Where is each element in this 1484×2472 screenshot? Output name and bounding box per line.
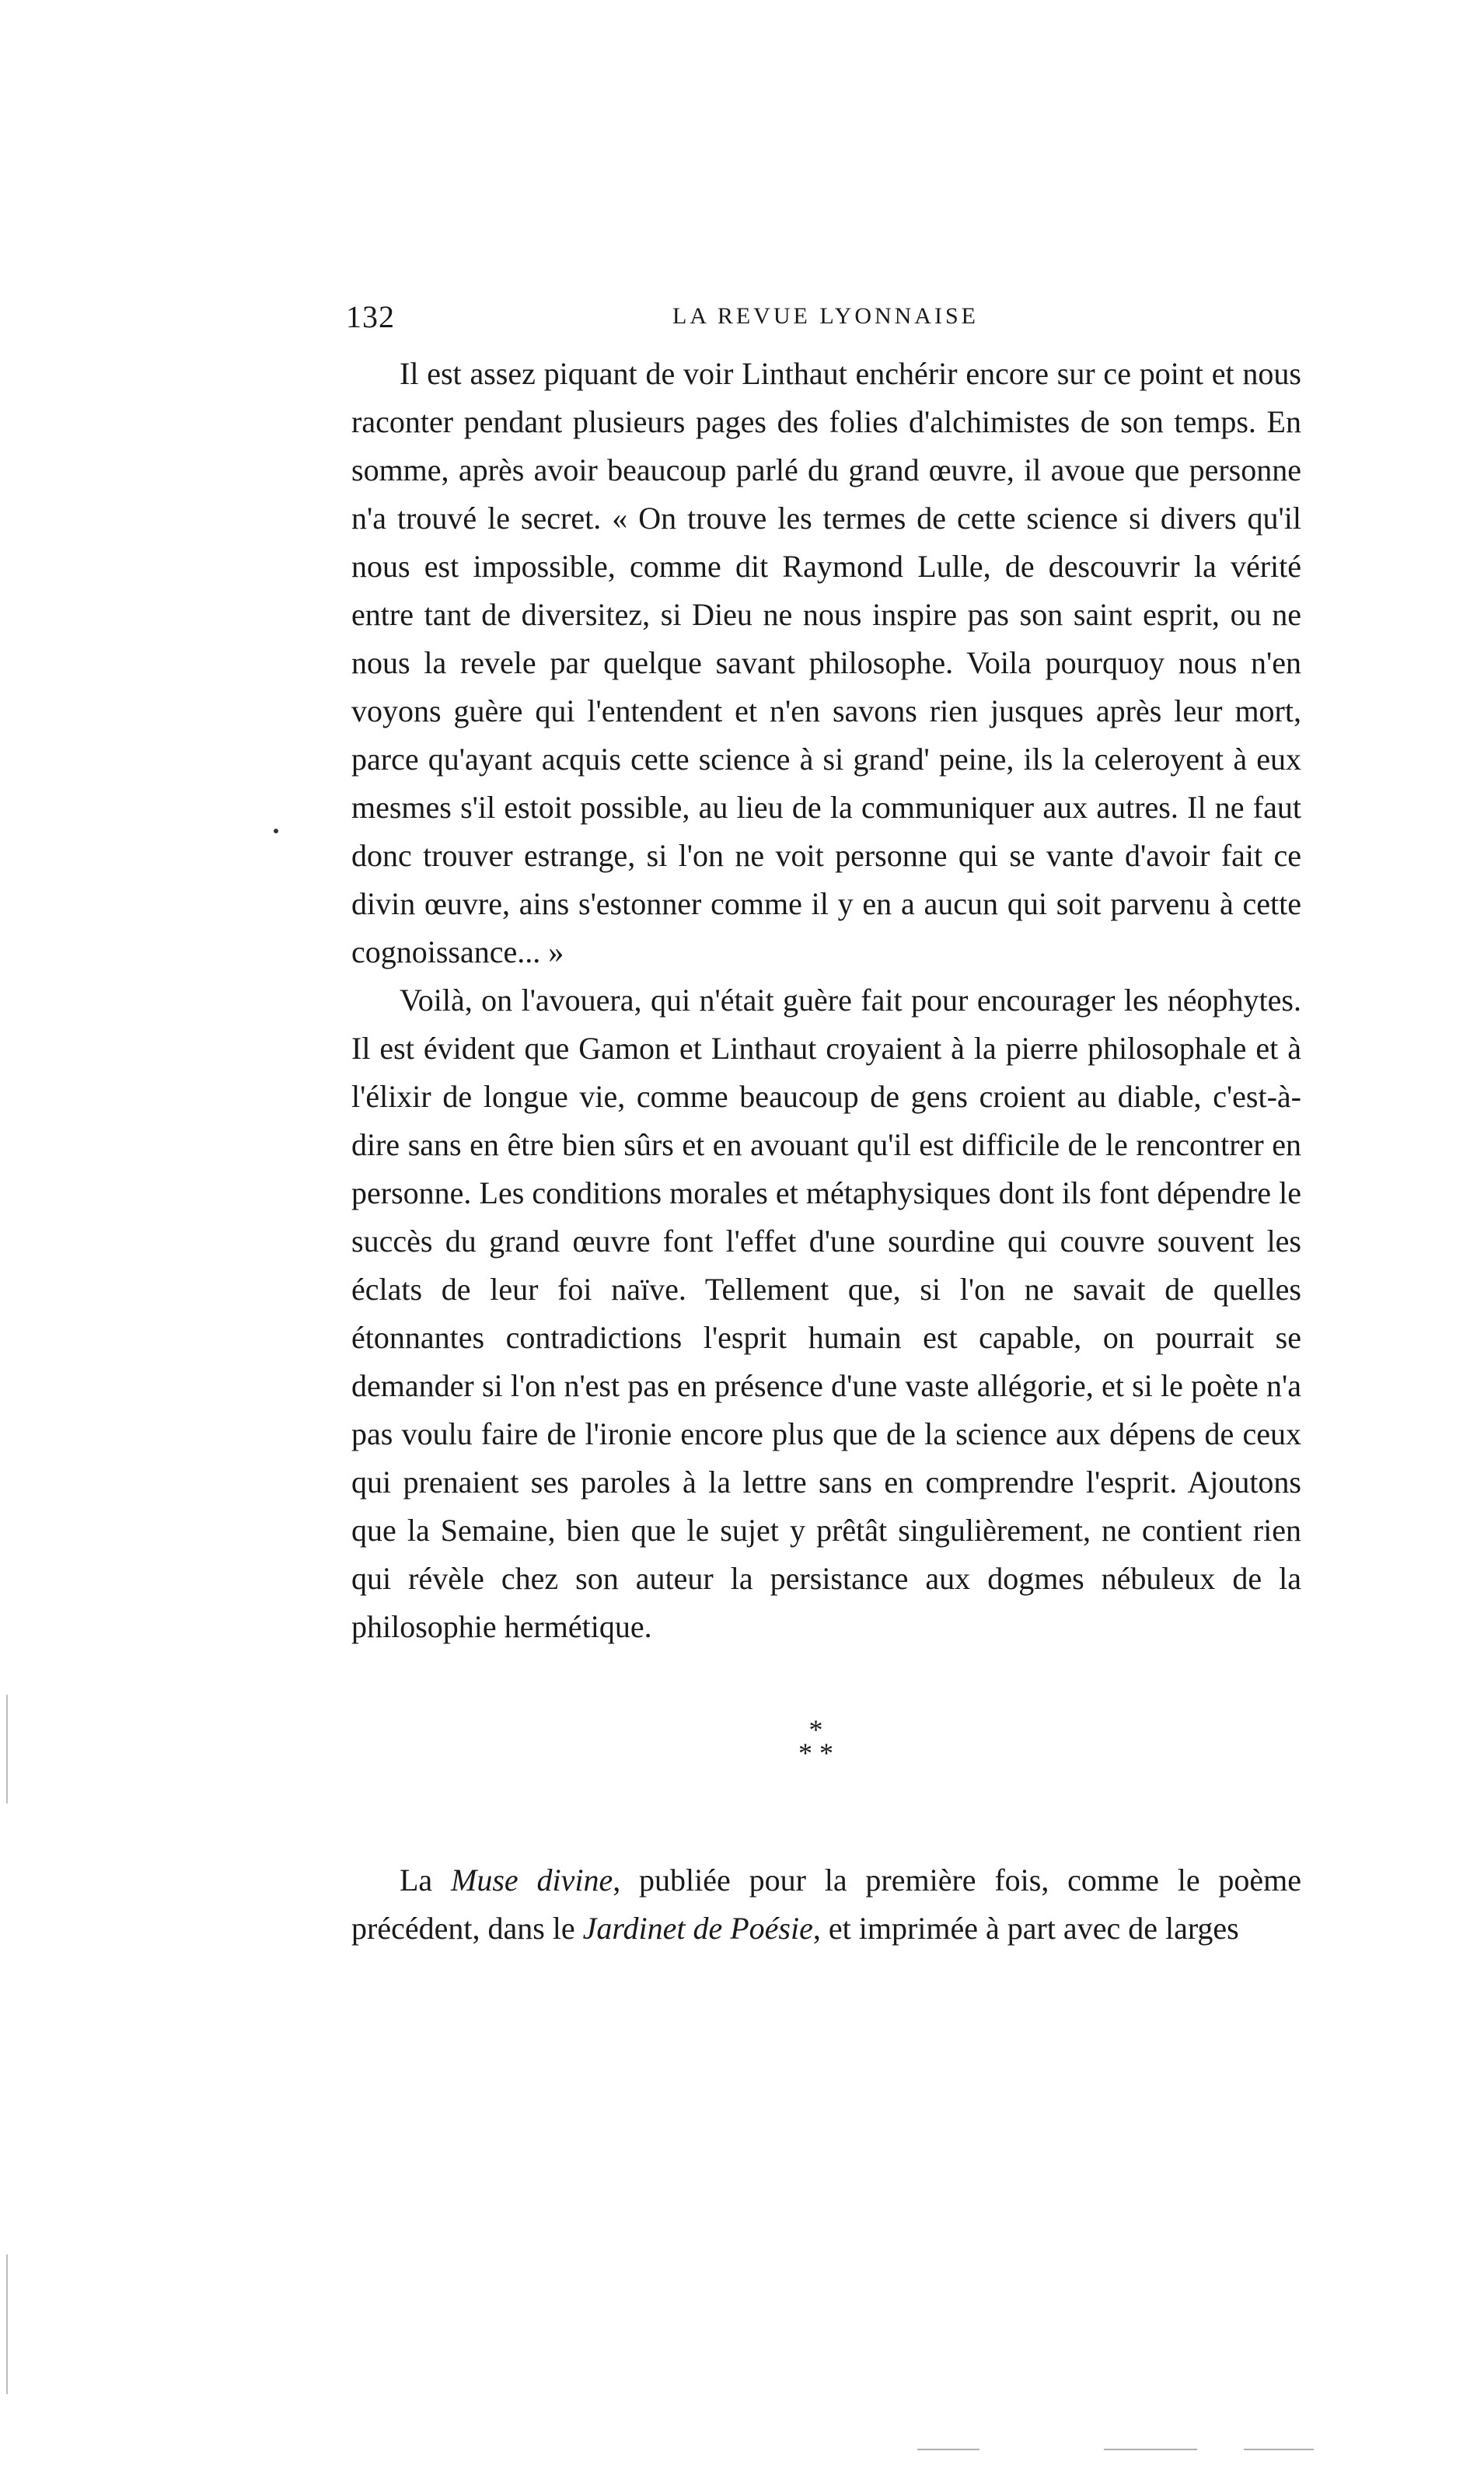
- para3-part1: La: [400, 1863, 452, 1898]
- stray-ink-mark: [274, 829, 278, 833]
- paragraph-3: [351, 1856, 1301, 1953]
- scan-edge-line: [6, 1695, 8, 1803]
- scan-bottom-rule: [1104, 2449, 1197, 2450]
- asterism-top: *: [808, 1714, 823, 1745]
- scan-bottom-rule: [917, 2449, 979, 2450]
- para3-italic-title-2: Jardinet de Poésie: [582, 1911, 813, 1946]
- para3-part3: , et imprimée à part avec de larges: [812, 1911, 1239, 1946]
- para3-part2: , publiée pour la première fois, comme le poème précédent, dans le: [351, 1863, 1302, 1946]
- para3-italic-title-1: Muse divine: [451, 1863, 613, 1898]
- page-number: 132: [346, 299, 395, 334]
- running-head: LA REVUE LYONNAISE: [672, 303, 979, 329]
- asterism-bottom: * *: [798, 1737, 833, 1768]
- scan-bottom-rule: [1244, 2449, 1314, 2450]
- main-text: [351, 350, 1301, 1651]
- paragraph-2: Voilà, on l'avouera, qui n'était guère fait pour encourager les néophytes. Il est évident que Gamon et Linthaut croyaient à la pierre philosophale et à l'élixir de longue vie, comme beaucoup de gens croient au diable, c'est-à-dire sans en être bien sûrs et en avouant qu'il est difficile de le rencontrer en personne. Les conditions morales et métaphysiques dont ils font dépendre le succès du grand œuvre font l'effet d'une sourdine qui couvre souvent les éclats de leur foi naïve. Tellement que, si l'on ne savait de quelles étonnantes contradictions l'esprit humain est capable, on pourrait se demander si l'on n'est pas en présence d'une vaste allégorie, et si le poète n'a pas voulu faire de l'ironie encore plus que de la science aux dépens de ceux qui prenaient ses paroles à la lettre sans en comprendre l'esprit. Ajoutons que la Semaine, bien que le sujet y prêtât singulièrement, ne contient rien qui révèle chez son auteur la persistance aux dogmes nébuleux de la philosophie hermétique.: [351, 983, 1301, 1644]
- scan-edge-line: [6, 2254, 8, 2394]
- final-text: [351, 1856, 1301, 1953]
- page-header: [346, 299, 1325, 345]
- paragraph-1: Il est assez piquant de voir Linthaut enchérir encore sur ce point et nous raconter pendant plusieurs pages des folies d'alchimistes de son temps. En somme, après avoir beaucoup parlé du grand œuvre, il avoue que personne n'a trouvé le secret. « On trouve les termes de cette science si divers qu'il nous est impossible, comme dit Raymond Lulle, de descouvrir la vérité entre tant de diversitez, si Dieu ne nous inspire pas son saint esprit, ou ne nous la revele par quelque savant philosophe. Voila pourquoy nous n'en voyons guère qui l'entendent et n'en savons rien jusques après leur mort, parce qu'ayant acquis cette science à si grand' peine, ils la celeroyent à eux mesmes s'il estoit possible, au lieu de la communiquer aux autres. Il ne faut donc trouver estrange, si l'on ne voit personne qui se vante d'avoir fait ce divin œuvre, ains s'estonner comme il y en a aucun qui soit parvenu à cette cognoissance... »: [351, 356, 1301, 969]
- section-asterism: [0, 1714, 1484, 1768]
